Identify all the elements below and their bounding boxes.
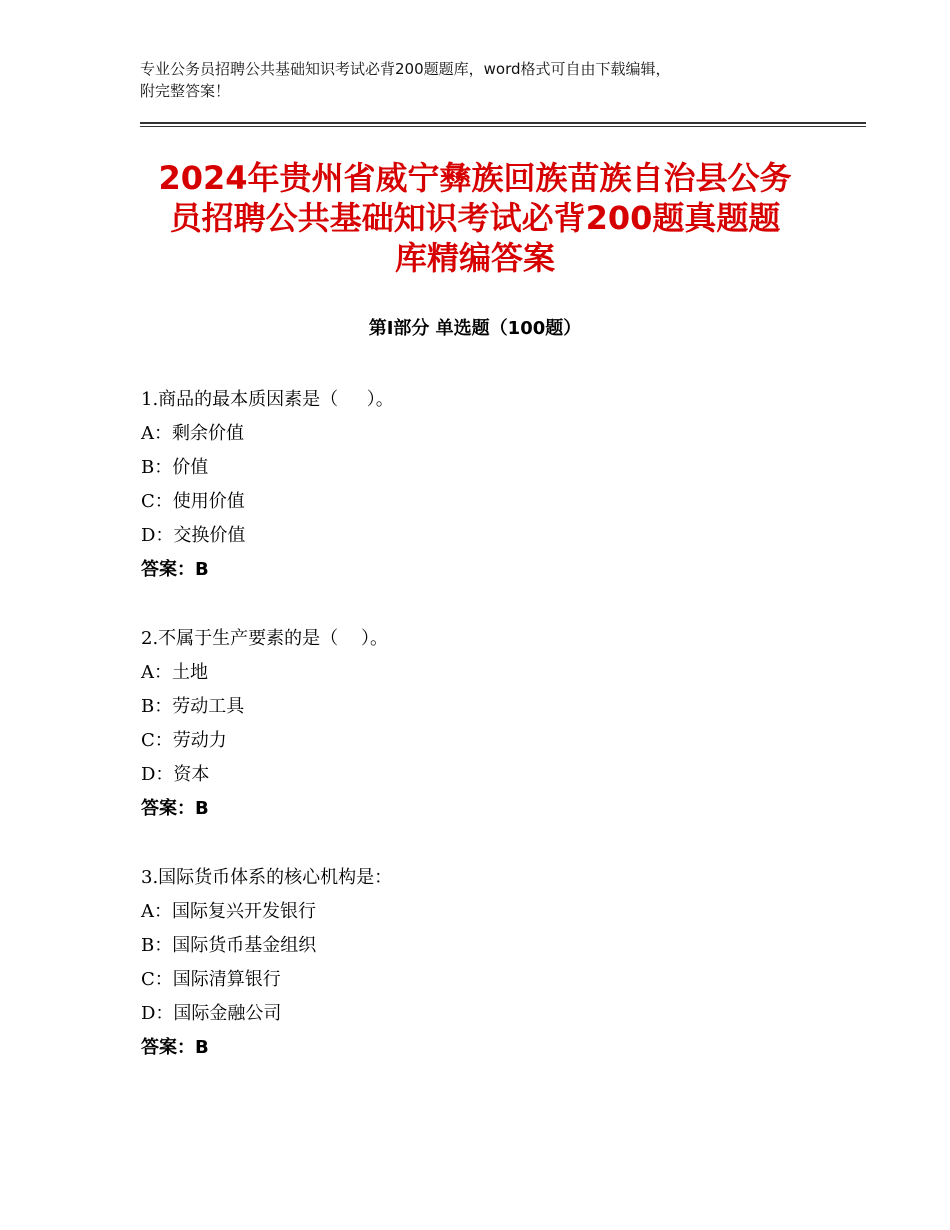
option-a: A：土地 [141,662,208,683]
option-c: C：使用价值 [141,491,245,512]
header-divider-thick [140,122,866,124]
option-d: D：资本 [141,764,210,785]
header-divider-thin [140,126,866,127]
question-stem: 1.商品的最本质因素是（ ）。 [141,389,394,410]
title-line-2: 员招聘公共基础知识考试必背200题真题题 [169,199,781,237]
document-title [110,158,840,278]
question-1 [141,383,841,587]
section-heading: 第Ⅰ部分 单选题（100题） [368,318,582,339]
question-stem: 3.国际货币体系的核心机构是： [141,867,393,888]
header-note-line-2: 附完整答案！ [140,82,231,100]
option-b: B：价值 [141,457,209,478]
option-c: C：国际清算银行 [141,969,281,990]
header-note [140,58,820,102]
title-line-3: 库精编答案 [394,239,555,277]
option-b: B：劳动工具 [141,696,245,717]
title-line-1: 2024年贵州省威宁彝族回族苗族自治县公务 [158,159,792,197]
question-stem: 2.不属于生产要素的是（ ）。 [141,628,389,649]
option-a: A：国际复兴开发银行 [141,901,316,922]
option-a: A：剩余价值 [141,423,244,444]
option-b: B：国际货币基金组织 [141,935,317,956]
question-list [141,383,841,1100]
answer-line: 答案：B [141,559,209,580]
question-2 [141,622,841,826]
option-d: D：交换价值 [141,525,246,546]
answer-line: 答案：B [141,1037,209,1058]
question-3 [141,861,841,1065]
header-note-line-1: 专业公务员招聘公共基础知识考试必背200题题库，word格式可自由下载编辑， [140,60,671,78]
option-c: C：劳动力 [141,730,227,751]
answer-line: 答案：B [141,798,209,819]
option-d: D：国际金融公司 [141,1003,282,1024]
